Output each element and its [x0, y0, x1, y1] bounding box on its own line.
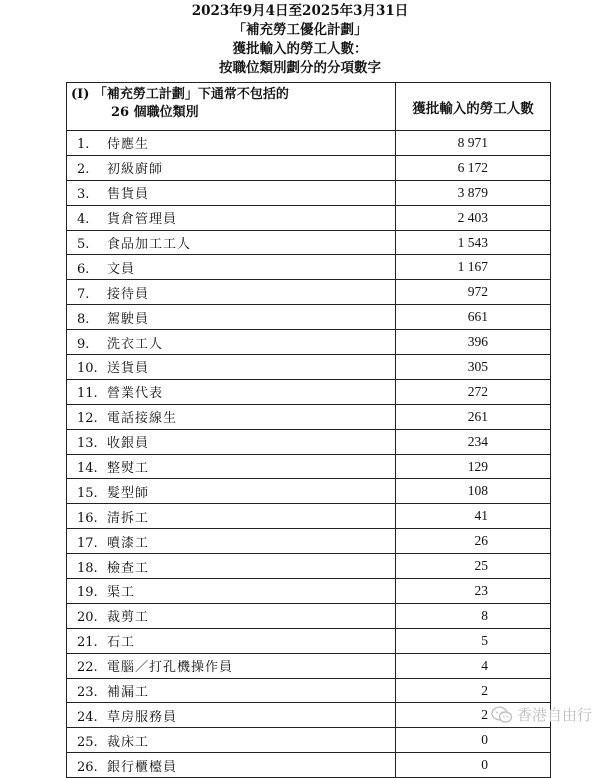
occupation-name: 整熨工 [107, 461, 150, 477]
row-index: 10. [77, 361, 98, 377]
title-subject: 獲批輸入的勞工人數： [232, 41, 368, 57]
table-row [67, 753, 551, 778]
table-row [67, 628, 551, 653]
table-row [67, 728, 551, 753]
category-header [67, 83, 396, 131]
occupation-cell [67, 703, 396, 728]
row-index: 9. [77, 336, 90, 352]
table-row [67, 678, 551, 703]
row-index: 6. [77, 261, 90, 277]
occupation-cell [67, 504, 396, 529]
worker-count: 1 167 [396, 255, 551, 280]
table-header-row [67, 83, 551, 131]
occupation-name: 接待員 [107, 286, 150, 302]
worker-count: 25 [396, 554, 551, 579]
occupation-cell [67, 155, 396, 180]
row-index: 19. [77, 585, 98, 601]
worker-count: 6 172 [396, 155, 551, 180]
table-row [67, 404, 551, 429]
occupation-name: 裁床工 [107, 734, 150, 750]
occupation-cell [67, 205, 396, 230]
row-index: 17. [77, 535, 98, 551]
title-date-range: 2023年9月4日至2025年3月31日 [191, 3, 409, 19]
occupation-cell [67, 678, 396, 703]
occupation-name: 噴漆工 [107, 535, 150, 551]
row-index: 25. [77, 734, 98, 750]
worker-count: 4 [396, 653, 551, 678]
row-index: 16. [77, 510, 98, 526]
occupation-name: 收銀員 [107, 436, 150, 452]
row-index: 20. [77, 610, 98, 626]
worker-count: 1 543 [396, 230, 551, 255]
worker-count: 0 [396, 728, 551, 753]
worker-count: 3 879 [396, 180, 551, 205]
table-row [67, 703, 551, 728]
worker-count: 41 [396, 504, 551, 529]
occupation-name: 渠工 [107, 585, 136, 601]
occupation-name: 文員 [107, 261, 136, 277]
table-row [67, 653, 551, 678]
occupation-table [66, 82, 551, 778]
title-breakdown: 按職位類別劃分的分項數字 [219, 60, 381, 76]
watermark-text: 香港自由行 [516, 706, 592, 724]
occupation-name: 食品加工工人 [107, 237, 192, 252]
wechat-icon [491, 706, 513, 724]
table-row [67, 429, 551, 454]
table-row [67, 180, 551, 205]
row-index: 24. [77, 709, 98, 725]
worker-count: 26 [396, 529, 551, 554]
occupation-cell [67, 429, 396, 454]
row-index: 1. [77, 137, 90, 153]
table-row [67, 330, 551, 355]
table-row [67, 603, 551, 628]
row-index: 7. [77, 286, 90, 302]
row-index: 22. [77, 660, 98, 676]
table-row [67, 355, 551, 380]
worker-count: 0 [396, 753, 551, 778]
worker-count: 2 [396, 703, 551, 728]
occupation-name: 侍應生 [107, 137, 150, 153]
category-header-line1: (I) 「補充勞工計劃」下通常不包括的 [71, 87, 289, 102]
occupation-name: 髮型師 [107, 485, 150, 501]
worker-count: 661 [396, 305, 551, 330]
row-index: 18. [77, 560, 98, 576]
table-row [67, 255, 551, 280]
occupation-cell [67, 131, 396, 156]
table-row [67, 504, 551, 529]
watermark [491, 704, 592, 725]
row-index: 26. [77, 759, 98, 775]
row-index: 21. [77, 635, 98, 651]
occupation-cell [67, 404, 396, 429]
occupation-name: 清拆工 [107, 510, 150, 526]
table-row [67, 305, 551, 330]
occupation-cell [67, 180, 396, 205]
occupation-name: 初級廚師 [107, 162, 164, 178]
worker-count: 305 [396, 355, 551, 380]
occupation-cell [67, 653, 396, 678]
row-index: 8. [77, 311, 90, 327]
table-row [67, 280, 551, 305]
title-scheme-name: 「補充勞工優化計劃」 [232, 22, 368, 38]
occupation-cell [67, 355, 396, 380]
occupation-name: 駕駛員 [107, 311, 150, 327]
occupation-cell [67, 728, 396, 753]
row-index: 23. [77, 685, 98, 701]
worker-count: 272 [396, 379, 551, 404]
table-row [67, 205, 551, 230]
occupation-cell [67, 753, 396, 778]
occupation-name: 營業代表 [107, 386, 164, 402]
occupation-name: 洗衣工人 [107, 336, 164, 352]
worker-count: 2 [396, 678, 551, 703]
table-row [67, 131, 551, 156]
table-row [67, 479, 551, 504]
worker-count: 261 [396, 404, 551, 429]
occupation-name: 送貨員 [107, 361, 150, 377]
occupation-cell [67, 579, 396, 604]
occupation-cell [67, 255, 396, 280]
occupation-name: 補漏工 [107, 685, 150, 701]
row-index: 11. [77, 386, 98, 402]
worker-count: 23 [396, 579, 551, 604]
occupation-name: 電腦／打孔機操作員 [107, 660, 234, 676]
worker-count: 129 [396, 454, 551, 479]
table-row [67, 529, 551, 554]
row-index: 12. [77, 411, 98, 427]
worker-count: 972 [396, 280, 551, 305]
category-header-line2: 26 個職位類別 [111, 105, 199, 120]
row-index: 5. [77, 237, 90, 252]
row-index: 15. [77, 485, 98, 501]
occupation-name: 銀行櫃檯員 [107, 759, 178, 775]
row-index: 14. [77, 461, 98, 477]
occupation-cell [67, 628, 396, 653]
occupation-cell [67, 305, 396, 330]
row-index: 3. [77, 187, 90, 203]
occupation-cell [67, 529, 396, 554]
occupation-cell [67, 479, 396, 504]
count-header: 獲批輸入的勞工人數 [396, 83, 551, 131]
row-index: 2. [77, 162, 90, 178]
occupation-name: 檢查工 [107, 560, 150, 576]
occupation-cell [67, 603, 396, 628]
occupation-name: 電話接線生 [107, 411, 178, 427]
occupation-cell [67, 554, 396, 579]
occupation-cell [67, 330, 396, 355]
table-row [67, 454, 551, 479]
table-row [67, 579, 551, 604]
table-row [67, 230, 551, 255]
worker-count: 5 [396, 628, 551, 653]
occupation-cell [67, 379, 396, 404]
row-index: 4. [77, 212, 90, 228]
worker-count: 8 [396, 603, 551, 628]
table-row [67, 554, 551, 579]
table-row [67, 379, 551, 404]
occupation-name: 石工 [107, 635, 136, 651]
worker-count: 234 [396, 429, 551, 454]
worker-count: 8 971 [396, 131, 551, 156]
occupation-name: 草房服務員 [107, 709, 178, 725]
worker-count: 108 [396, 479, 551, 504]
occupation-name: 售貨員 [107, 187, 150, 203]
occupation-name: 貨倉管理員 [107, 212, 178, 228]
row-index: 13. [77, 436, 98, 452]
occupation-cell [67, 280, 396, 305]
occupation-name: 裁剪工 [107, 610, 150, 626]
worker-count: 396 [396, 330, 551, 355]
occupation-cell [67, 454, 396, 479]
table-row [67, 155, 551, 180]
occupation-cell [67, 230, 396, 255]
worker-count: 2 403 [396, 205, 551, 230]
title-block [0, 0, 600, 78]
table-body [67, 131, 551, 778]
